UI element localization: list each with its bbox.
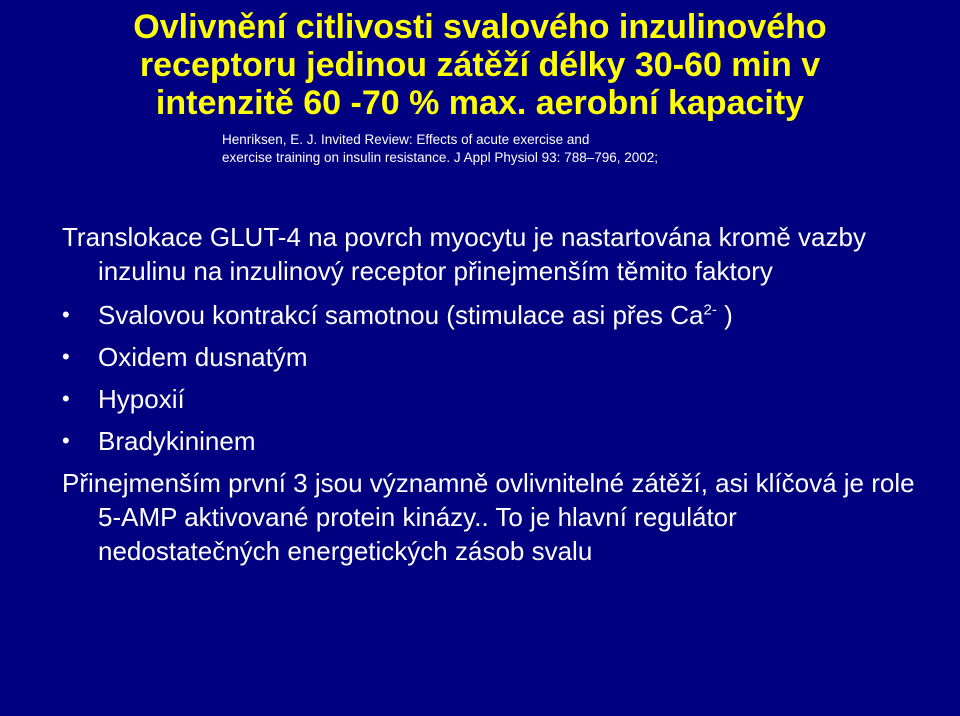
- intro-paragraph: Translokace GLUT-4 na povrch myocytu je nastartována kromě vazby inzulinu na inzulinový receptor přinejmenším těmito faktory: [62, 222, 866, 286]
- bullet-icon: •: [62, 302, 70, 327]
- bullet-item-bradykinin: [62, 424, 922, 458]
- bullet-item-nitric-oxide: [62, 340, 922, 374]
- citation: [222, 131, 782, 167]
- title-line-1: Ovlivnění citlivosti svalového inzulinového: [133, 8, 827, 46]
- bullet-icon: •: [62, 344, 70, 369]
- bullet-icon: •: [62, 386, 70, 411]
- bullet-text-contraction-tail: ): [716, 300, 733, 330]
- bullet-text-contraction: Svalovou kontrakcí samotnou (stimulace asi přes Ca: [98, 300, 704, 330]
- conclusion-paragraph: Přinejmenším první 3 jsou významně ovlivnitelné zátěží, asi klíčová je role 5-AMP aktivované protein kinázy.. To je hlavní regulátor nedostatečných energetických zásob svalu: [62, 468, 915, 566]
- title-line-2: receptoru jedinou zátěží délky 30-60 min v: [139, 46, 821, 84]
- bullet-text-bradykinin: Bradykininem: [98, 426, 256, 456]
- bullet-icon: •: [62, 428, 70, 453]
- bullet-text-hypoxia: Hypoxií: [98, 384, 185, 414]
- citation-line-1: Henriksen, E. J. Invited Review: Effects of acute exercise and: [222, 132, 590, 147]
- bullet-text-nitric-oxide: Oxidem dusnatým: [98, 342, 308, 372]
- slide-title: [60, 8, 900, 122]
- bullet-list: [62, 298, 922, 458]
- bullet-item-hypoxia: [62, 382, 922, 416]
- calcium-charge-superscript: 2-: [703, 301, 717, 319]
- bullet-item-contraction: [62, 298, 922, 332]
- slide-body: [62, 220, 922, 578]
- citation-line-2: exercise training on insulin resistance. J Appl Physiol 93: 788–796, 2002;: [222, 150, 659, 165]
- title-line-3: intenzitě 60 -70 % max. aerobní kapacity: [155, 84, 805, 122]
